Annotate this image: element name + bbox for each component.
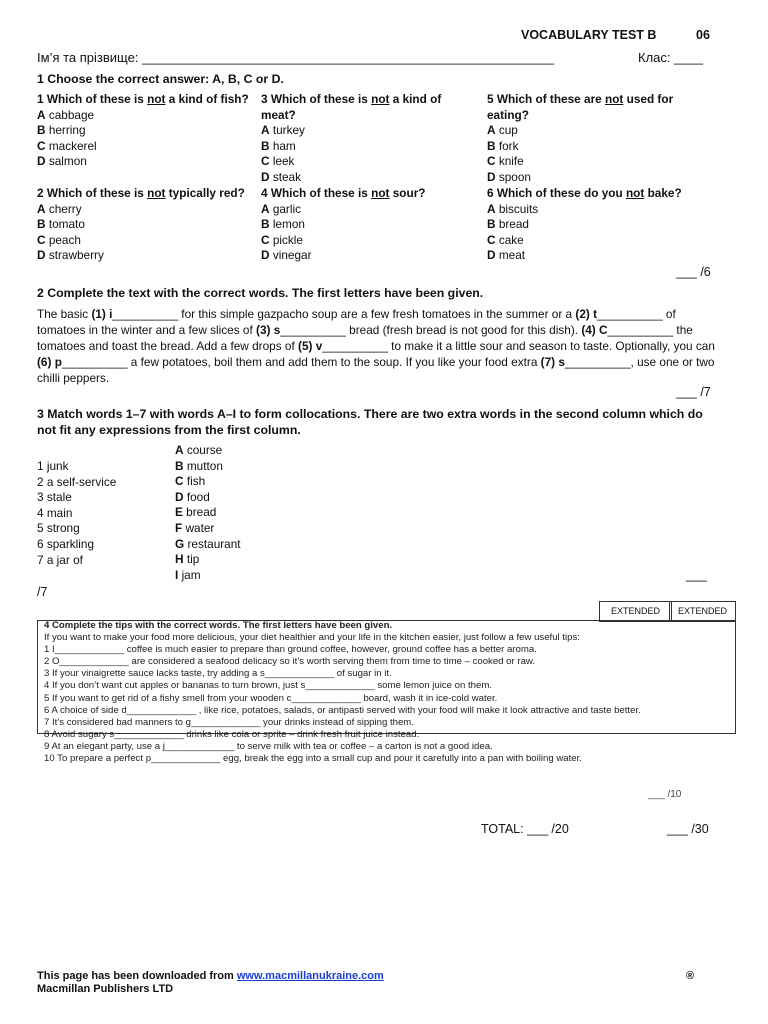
q3-right-word: food [186, 489, 210, 504]
q3-left-column [37, 459, 116, 568]
q1-option[interactable] [487, 123, 692, 139]
q3-left-item: 2 a self-service [37, 474, 117, 489]
q1-question-text [261, 186, 466, 202]
footer-publisher: Macmillan Publishers LTD [37, 983, 174, 995]
q2-text-segment: __________, use one or two chilli peppers. [37, 355, 715, 385]
q1-option-letter: A [37, 201, 46, 216]
q1-option-letter: A [37, 107, 46, 122]
q1-option-letter: B [37, 123, 46, 138]
q3-left-item: 7 a jar of [37, 552, 83, 567]
q3-right-word: mutton [186, 458, 223, 473]
q1-option-letter: D [487, 169, 496, 184]
q3-right-item [175, 521, 241, 537]
q1-option-letter: A [261, 201, 270, 216]
q1-option-text: fork [498, 138, 519, 153]
q1-question-negation: not [147, 92, 166, 106]
q1-option-text: cup [498, 123, 518, 138]
q1-option-text: herring [48, 123, 86, 138]
q3-right-letter: B [175, 458, 184, 473]
q1-question-negation: not [147, 186, 166, 200]
q4-tip: 1 I_____________ coffee is much easier to prepare than ground coffee, however, ground coffee has a better aroma. [44, 644, 537, 656]
q3-right-item [175, 552, 241, 568]
q2-text-segment: __________ of tomatoes in the winter and a few slices of [37, 307, 676, 337]
q3-right-item [175, 443, 241, 459]
q1-option-text: cake [498, 232, 524, 247]
q1-option-letter: A [487, 201, 496, 216]
q1-option-letter: D [37, 248, 46, 263]
registered-mark: ® [686, 970, 695, 982]
extended-label-2: EXTENDED [669, 601, 736, 622]
q2-text-segment: The basic [37, 307, 92, 321]
q1-option[interactable] [487, 217, 692, 233]
q1-option[interactable] [37, 154, 257, 170]
q3-left-item: 4 main [37, 505, 73, 520]
q1-option-text: tomato [48, 217, 85, 232]
q1-question [487, 92, 692, 186]
q1-option[interactable] [261, 202, 466, 218]
q4-tip: 10 To prepare a perfect p_____________ egg, break the egg into a small cup and pour it carefully into a pan with boiling water. [44, 753, 582, 765]
q4-tip: 5 If you want to get rid of a fishy smell from your wooden c_____________ board, wash it in ice-cold water. [44, 692, 498, 704]
q3-right-word: bread [186, 505, 217, 520]
q1-option-text: peach [48, 232, 81, 247]
q4-tip: 7 It’s considered bad manners to g_____________ your drinks instead of sipping them. [44, 716, 414, 728]
q3-right-letter: A [175, 443, 184, 457]
q1-score: ___ /6 [676, 265, 711, 279]
q1-question [261, 92, 466, 186]
q1-instruction: 1 Choose the correct answer: A, B, C or D. [37, 72, 284, 86]
q1-option-letter: C [487, 232, 496, 247]
q3-right-word: water [185, 520, 215, 535]
q4-content [44, 620, 734, 765]
q1-option-text: mackerel [48, 138, 97, 153]
footer-download [37, 970, 384, 982]
q3-left-item: 3 stale [37, 490, 72, 505]
q2-text-segment: __________ for this simple gazpacho soup are a few fresh tomatoes in the summer or a [112, 307, 576, 321]
q1-option-text: lemon [272, 217, 305, 232]
q1-option-text: vinegar [272, 248, 312, 263]
q2-text [37, 306, 717, 386]
q4-tip: 4 If you don’t want cut apples or bananas to turn brown, just s_____________ some lemon juice on them. [44, 680, 492, 692]
q1-option-letter: A [261, 123, 270, 138]
q1-question-post: typically red? [165, 186, 245, 200]
q1-option-text: steak [272, 169, 302, 184]
test-title: VOCABULARY TEST B [521, 28, 657, 42]
q1-question-post: a kind of meat? [261, 92, 442, 122]
q3-right-word: course [186, 443, 223, 457]
q1-option[interactable] [487, 233, 692, 249]
q1-question-text [261, 92, 466, 123]
q1-option-letter: C [487, 154, 496, 169]
q1-question-text [487, 92, 692, 123]
q3-left-item: 6 sparkling [37, 536, 95, 551]
q3-right-item [175, 474, 241, 490]
q3-right-item [175, 490, 241, 506]
q2-text-segment: __________ bread (fresh bread is not good for this dish). [280, 323, 582, 337]
extended-total-score: ___ /30 [667, 822, 709, 836]
q3-left-item: 5 strong [37, 521, 80, 536]
q3-right-letter: F [175, 520, 183, 535]
q3-right-letter: H [175, 552, 184, 567]
q1-option-text: cherry [48, 201, 82, 216]
q1-option[interactable] [37, 248, 257, 264]
q1-option[interactable] [261, 233, 466, 249]
q3-right-word: jam [181, 567, 201, 582]
q1-option[interactable] [261, 248, 466, 264]
q1-option[interactable] [487, 170, 692, 186]
q1-option[interactable] [261, 123, 466, 139]
q1-option-letter: C [37, 138, 46, 153]
q1-option[interactable] [487, 154, 692, 170]
q1-option-letter: B [487, 138, 496, 153]
q3-left-item: 1 junk [37, 459, 69, 473]
q1-option-letter: D [261, 169, 270, 184]
q2-gap-label: (2) t [575, 307, 598, 321]
q3-right-letter: C [175, 474, 184, 489]
q1-option[interactable] [37, 123, 257, 139]
class-field[interactable]: Клас: ____ [638, 50, 704, 65]
q3-right-letter: D [175, 489, 184, 504]
q1-question-text [487, 186, 692, 202]
q1-option[interactable] [37, 217, 257, 233]
q1-question-pre: 6 Which of these do you [487, 186, 626, 200]
q2-gap-label: (6) p [37, 355, 62, 369]
q1-question-post: sour? [389, 186, 426, 200]
test-number: 06 [696, 28, 710, 42]
q1-option[interactable] [37, 202, 257, 218]
q4-tip: 6 A choice of side d_____________ , like rice, potatoes, salads, or antipasti served with your food will make it look attractive and taste better. [44, 704, 641, 716]
q1-question [37, 186, 257, 264]
name-field[interactable]: Ім’я та прізвище: _________________________________________________________ [37, 50, 555, 65]
q3-right-item [175, 505, 241, 521]
q1-option[interactable] [261, 139, 466, 155]
q1-option-letter: B [261, 217, 270, 232]
q1-option-text: bread [498, 217, 529, 232]
total-score: TOTAL: ___ /20 [481, 822, 569, 836]
q1-option[interactable] [37, 139, 257, 155]
q1-option[interactable] [261, 217, 466, 233]
q1-option-text: ham [272, 138, 296, 153]
q2-gap-label: (4) C [581, 323, 608, 337]
extended-label-1: EXTENDED [599, 601, 672, 622]
q3-right-letter: E [175, 505, 183, 520]
q1-question-negation: not [605, 92, 624, 106]
q3-right-item [175, 568, 241, 584]
q3-right-word: fish [186, 474, 206, 489]
q2-gap-label: (5) v [298, 339, 323, 353]
q1-option-letter: C [261, 232, 270, 247]
q1-option-text: salmon [48, 154, 87, 169]
q1-option-text: pickle [272, 232, 303, 247]
q1-question-negation: not [625, 186, 645, 200]
q2-gap-label: (7) s [540, 355, 565, 369]
q1-option-letter: B [487, 217, 496, 232]
q1-question-text [37, 186, 257, 202]
q3-right-word: tip [186, 552, 200, 567]
q1-question-pre: 4 Which of these is [261, 186, 372, 200]
q2-text-segment: __________ to make it a little sour and season to taste. Optionally, you can [322, 339, 715, 353]
q1-question-text [37, 92, 257, 108]
q3-score-blank: ___ [686, 568, 707, 582]
q4-intro: If you want to make your food more delicious, your diet healthier and your life in the kitchen easier, just follow a few useful tips: [44, 632, 580, 644]
q1-question-pre: 5 Which of these are [487, 92, 605, 106]
q3-right-word: restaurant [187, 536, 241, 551]
q1-question-negation: not [371, 186, 390, 200]
q1-option[interactable] [261, 170, 466, 186]
q3-right-item [175, 537, 241, 553]
q4-score: ___ /10 [648, 789, 682, 800]
q1-option-text: meat [498, 248, 526, 263]
q1-option[interactable] [261, 154, 466, 170]
q3-instruction: 3 Match words 1–7 with words A–I to form collocations. There are two extra words in the second column which do not fit any expressions from the first column. [37, 407, 703, 437]
q1-option-text: knife [498, 154, 524, 169]
q2-gap-label: (3) s [256, 323, 281, 337]
q1-option-letter: B [37, 217, 46, 232]
q4-tip: 8 Avoid sugary s_____________ drinks like cola or sprite – drink fresh fruit juice instead. [44, 728, 420, 740]
q1-option-letter: B [261, 138, 270, 153]
q1-question [487, 186, 692, 264]
q1-question-post: used for eating? [487, 92, 674, 122]
q4-tip: 3 If your vinaigrette sauce lacks taste, try adding a s_____________ of sugar in it. [44, 668, 392, 680]
q1-question-pre: 3 Which of these is [261, 92, 372, 106]
q1-option-letter: C [37, 232, 46, 247]
q1-option-letter: D [487, 248, 496, 263]
q2-instruction: 2 Complete the text with the correct words. The first letters have been given. [37, 286, 484, 300]
q2-gap-label: (1) i [91, 307, 113, 321]
q1-option-letter: C [261, 154, 270, 169]
q1-option-text: strawberry [48, 248, 104, 263]
q1-question [37, 92, 257, 170]
q1-question [261, 186, 466, 264]
q1-question-post: bake? [644, 186, 682, 200]
q1-option[interactable] [37, 108, 257, 124]
q1-question-post: a kind of fish? [165, 92, 249, 106]
q1-option-letter: A [487, 123, 496, 138]
q1-option-text: turkey [272, 123, 305, 138]
q1-option-text: leek [272, 154, 295, 169]
q3-right-letter: I [175, 567, 179, 582]
q1-question-pre: 2 Which of these is [37, 186, 148, 200]
q1-option[interactable] [487, 139, 692, 155]
footer-link[interactable]: www.macmillanukraine.com [236, 970, 384, 982]
q3-right-item [175, 459, 241, 475]
q1-option-text: spoon [498, 169, 531, 184]
q1-option-letter: D [261, 248, 270, 263]
q1-option-text: biscuits [498, 201, 539, 216]
q1-option[interactable] [487, 202, 692, 218]
q4-tip: 9 At an elegant party, use a j_____________ to serve milk with tea or coffee – a carton is not a good idea. [44, 740, 493, 752]
q3-right-letter: G [175, 536, 185, 551]
q1-question-negation: not [371, 92, 390, 106]
q1-option-text: cabbage [48, 107, 95, 122]
q1-option[interactable] [37, 233, 257, 249]
q4-tip: 2 O_____________ are considered a seafood delicacy so it’s worth serving them from time to time – cooked or raw. [44, 656, 535, 668]
footer-download-text: This page has been downloaded from [37, 970, 237, 982]
q3-right-column [175, 443, 241, 583]
q1-option-text: garlic [272, 201, 302, 216]
q2-text-segment: __________ the tomatoes and toast the bread. Add a few drops of [37, 323, 693, 353]
q2-score: ___ /7 [676, 385, 711, 399]
q3-score-total: /7 [37, 585, 48, 599]
q1-option-letter: D [37, 154, 46, 169]
q1-option[interactable] [487, 248, 692, 264]
q2-text-segment: __________ a few potatoes, boil them and add them to the soup. If you like your food extra [61, 355, 541, 369]
q1-question-pre: 1 Which of these is [37, 92, 148, 106]
q4-instruction: 4 Complete the tips with the correct words. The first letters have been given. [44, 620, 393, 631]
